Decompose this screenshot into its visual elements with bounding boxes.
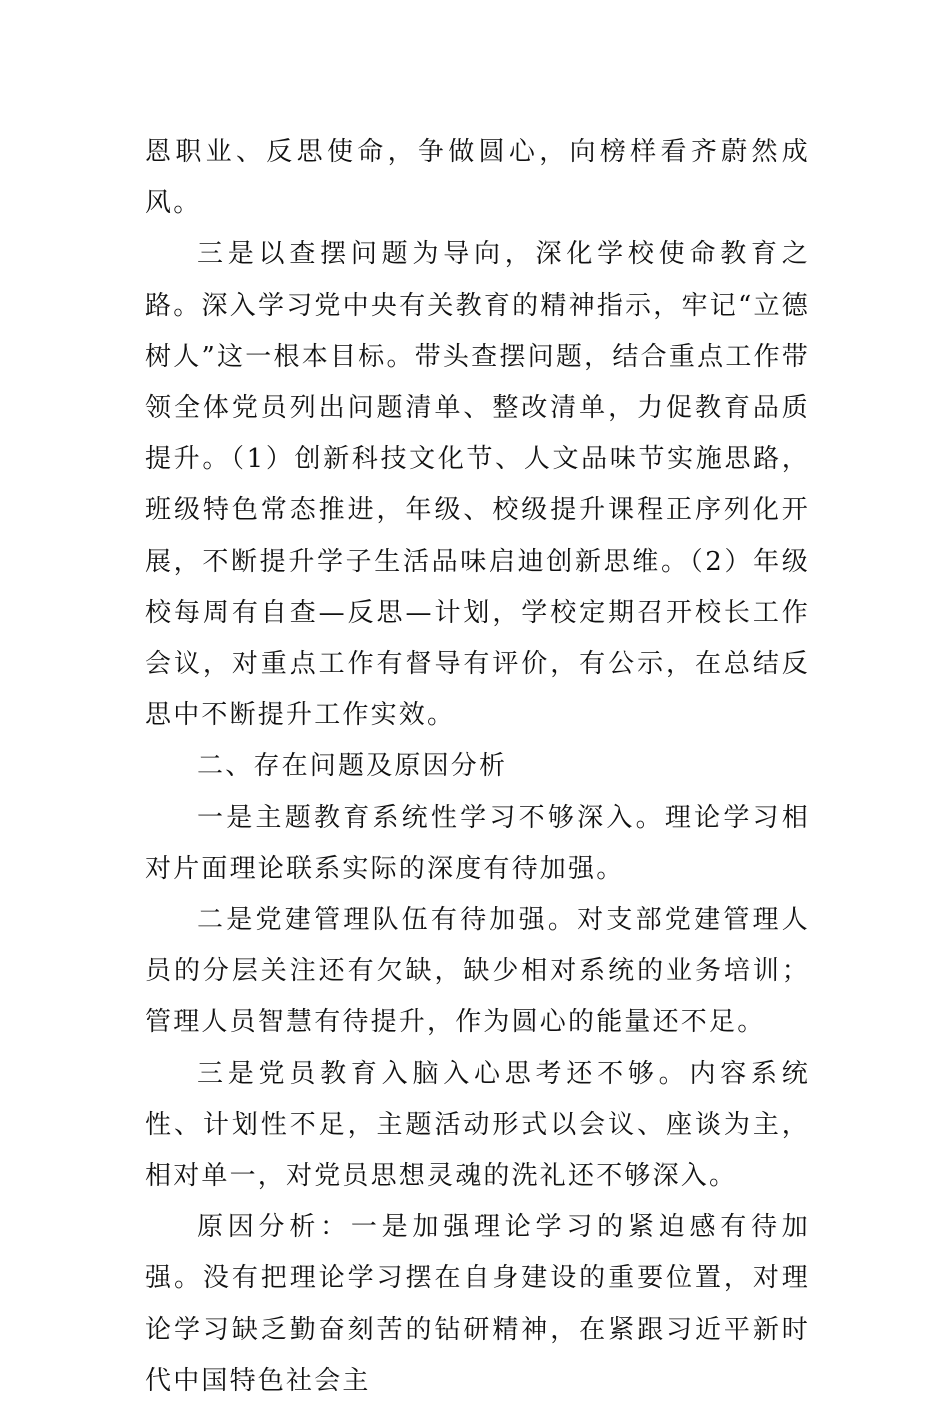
paragraph-continuation: 恩职业、反思使命，争做圆心，向榜样看齐蔚然成风。 (145, 137, 810, 219)
paragraph-problem-three: 三是党员教育入脑入心思考还不够。内容系统性、计划性不足，主题活动形式以会议、座谈为主，相对单一，对党员思想灵魂的洗礼还不够深入。 (145, 1058, 810, 1192)
paragraph-school-mission: 三是以查摆问题为导向，深化学校使命教育之路。深入学习党中央有关教育的精神指示，牢记“立德树人”这一根本目标。带头查摆问题，结合重点工作带领全体党员列出问题清单、整改清单，力促教育品质提升。（1）创新科技文化节、人文品味节实施思路，班级特色常态推进，年级、校级提升课程正序列化开展，不断提升学子生活品味启迪创新思维。（2）年级校每周有自查—反思—计划，学校定期召开校长工作会议，对重点工作有督导有评价，有公示，在总结反思中不断提升工作实效。 (145, 239, 810, 731)
paragraph-cause-analysis: 原因分析：一是加强理论学习的紧迫感有待加强。没有把理论学习摆在自身建设的重要位置，对理论学习缺乏勤奋刻苦的钻研精神，在紧跟习近平新时代中国特色社会主 (145, 1212, 810, 1396)
paragraph-problem-one: 一是主题教育系统性学习不够深入。理论学习相对片面理论联系实际的深度有待加强。 (145, 802, 810, 884)
document-body (145, 127, 810, 1407)
paragraph-problem-two: 二是党建管理队伍有待加强。对支部党建管理人员的分层关注还有欠缺，缺少相对系统的业务培训；管理人员智慧有待提升，作为圆心的能量还不足。 (145, 905, 810, 1038)
section-heading-problems: 二、存在问题及原因分析 (197, 751, 508, 782)
